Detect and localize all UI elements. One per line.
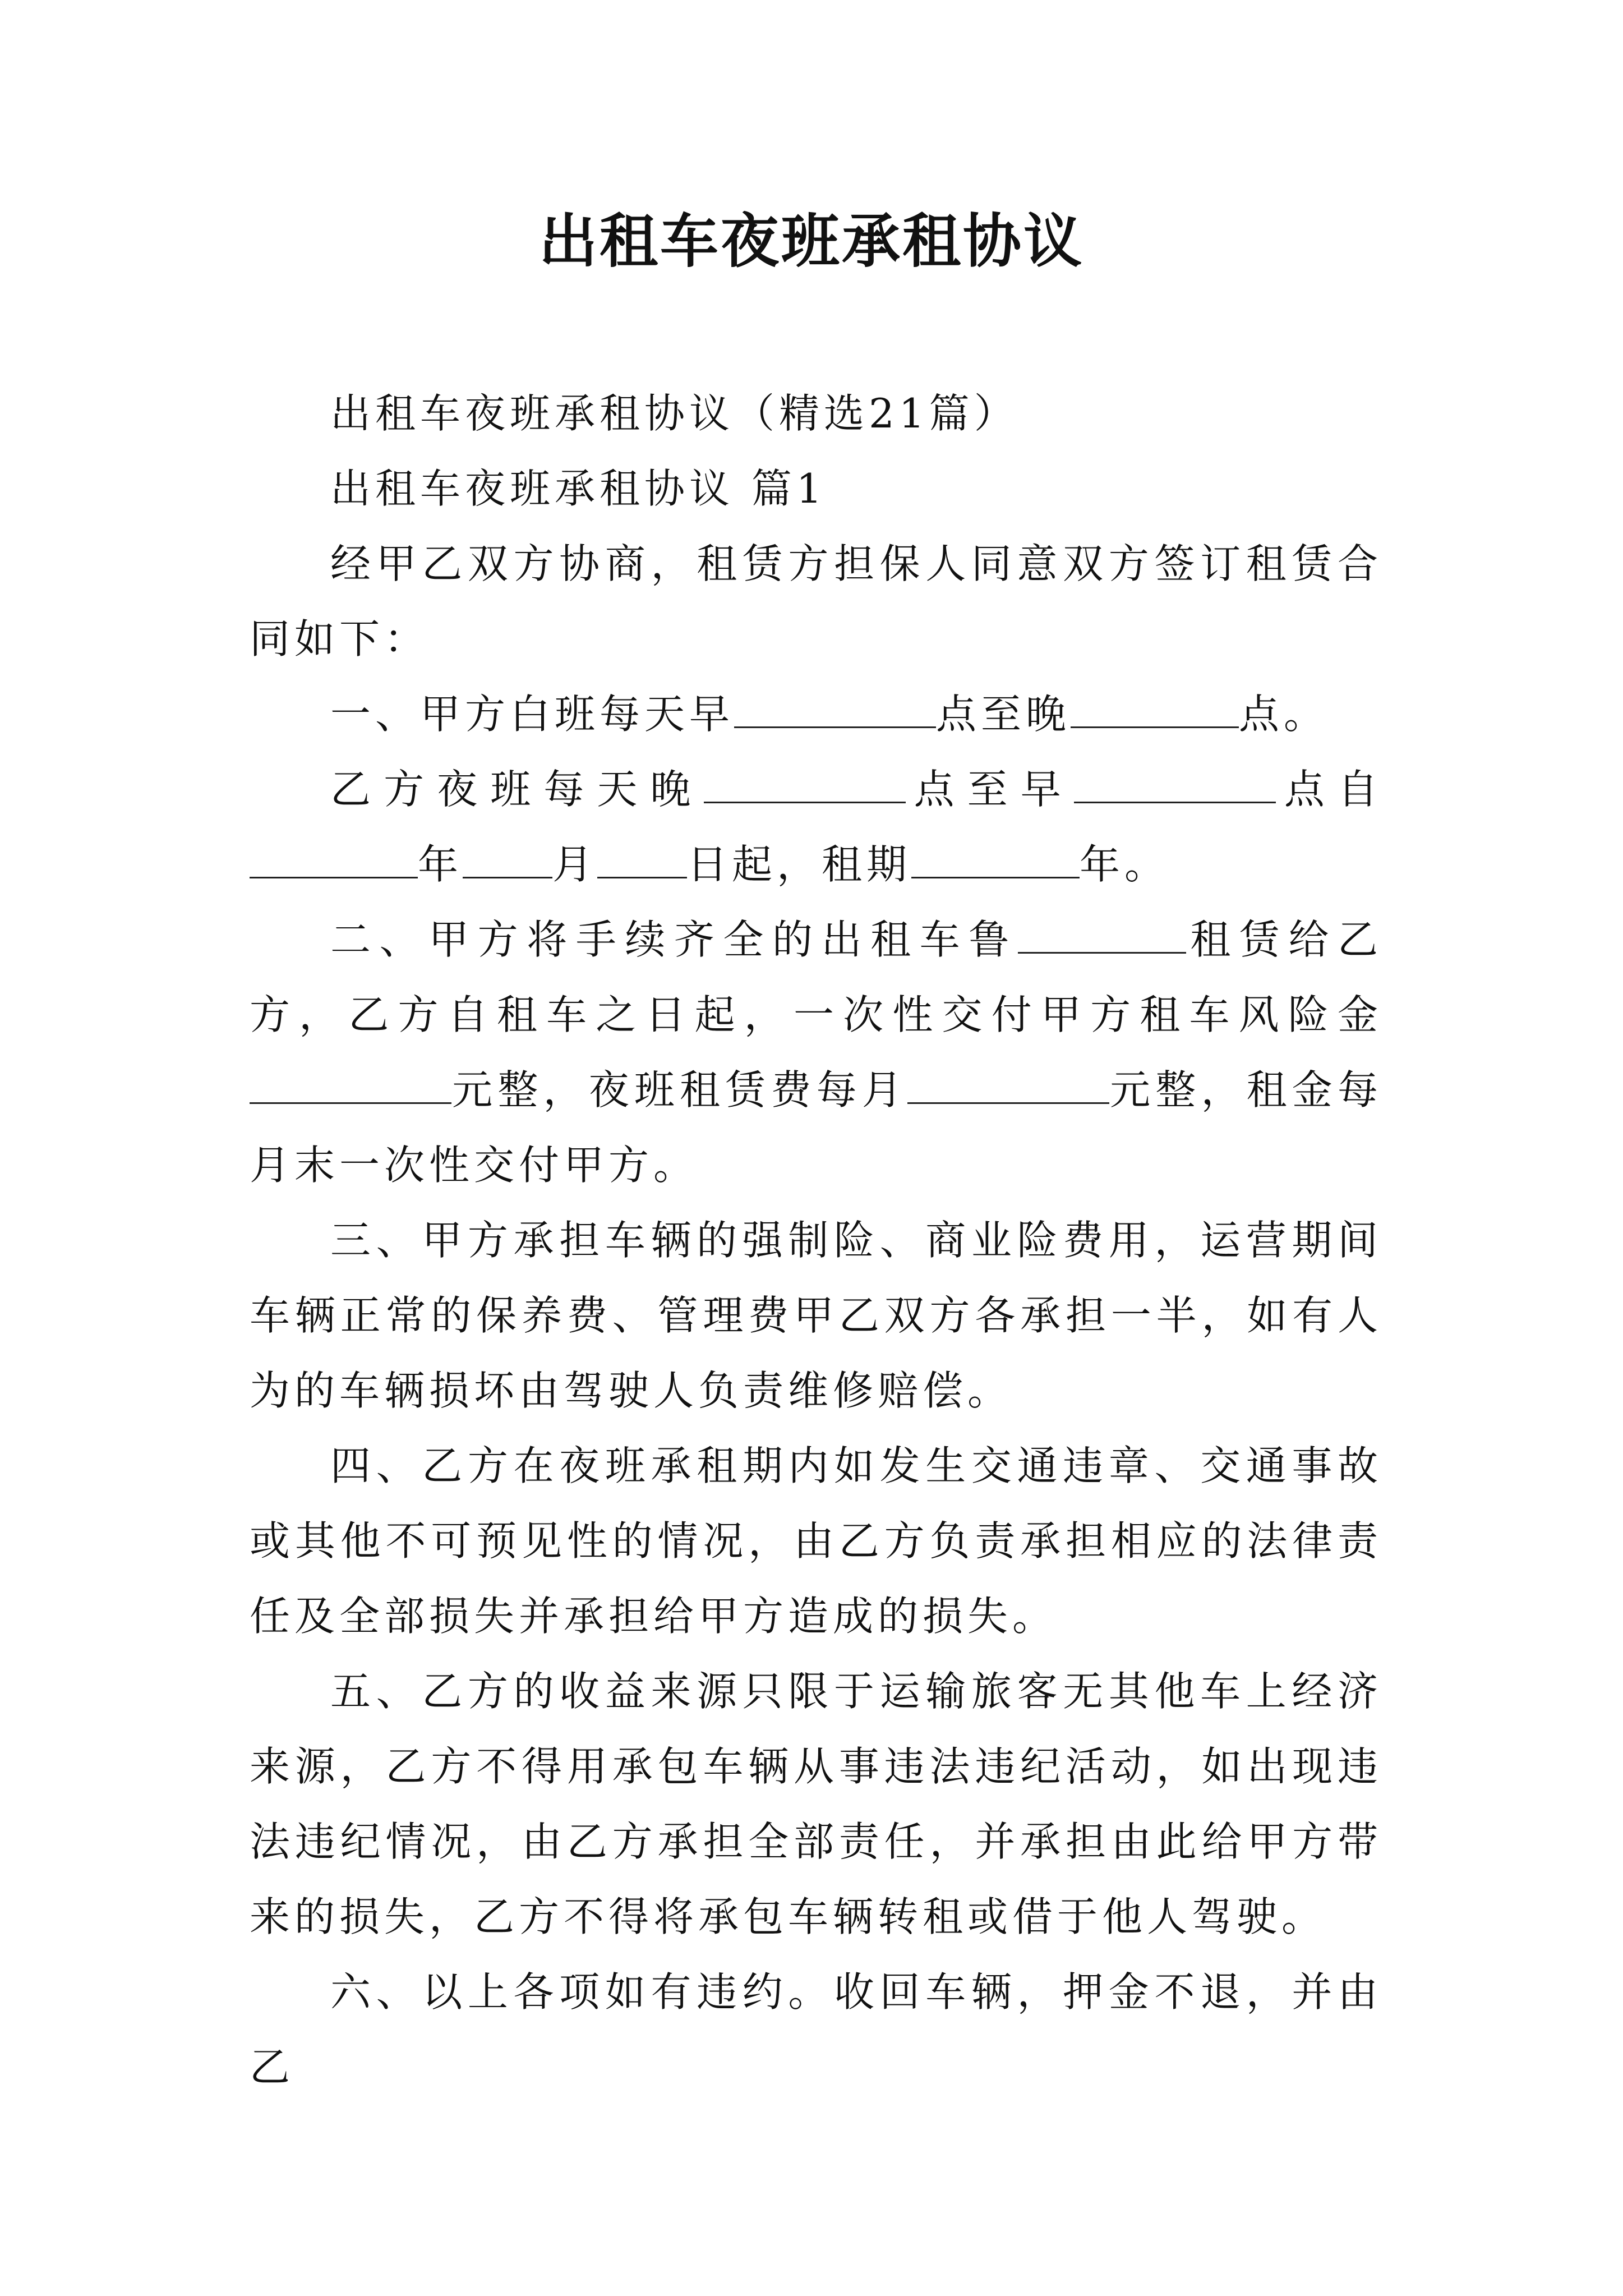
clause-text: 乙方夜班每天晚: [330, 766, 704, 813]
fill-blank: [597, 842, 687, 878]
paragraph-clause-1-day-shift: [250, 677, 1382, 752]
paragraph-clause-1-night-shift: [250, 752, 1382, 902]
fill-blank: [463, 842, 552, 878]
clause-text: 年: [418, 841, 463, 888]
subtitle: 出租车夜班承租协议（精选21篇）: [330, 390, 1019, 437]
clause-text: 一、甲方白班每天早: [330, 691, 735, 738]
clause-text: 二、甲方将手续齐全的出租车鲁: [330, 916, 1018, 963]
clause-text: 点至晚: [936, 691, 1071, 738]
paragraph-clause-2: [250, 902, 1382, 1203]
fill-blank: [1074, 767, 1276, 803]
clause-text: 元整，夜班租赁费每月: [451, 1066, 907, 1114]
fill-blank: [907, 1068, 1109, 1104]
fill-blank: [1071, 692, 1239, 728]
document-body: [250, 376, 1382, 2105]
clause-text: 元整，租金每月末一次性交付甲方。: [250, 1066, 1382, 1189]
clause-text: 月: [552, 841, 598, 888]
clause-text: 租赁给乙方，乙方自租车之日起，一次性交付甲方租车风险金: [250, 916, 1382, 1038]
clause-text: 日起，租期: [687, 841, 912, 888]
paragraph-clause-4: 四、乙方在夜班承租期内如发生交通违章、交通事故或其他不可预见性的情况，由乙方负责承担相应的法律责任及全部损失并承担给甲方造成的损失。: [250, 1442, 1382, 1640]
section-heading: 出租车夜班承租协议 篇1: [330, 465, 827, 512]
clause-text: 点至早: [905, 766, 1074, 813]
paragraph-intro: 经甲乙双方协商，租赁方担保人同意双方签订租赁合同如下：: [250, 540, 1382, 662]
fill-blank: [911, 842, 1080, 878]
fill-blank: [250, 1068, 451, 1104]
document-title: 出租车夜班承租协议: [538, 206, 1084, 275]
clause-text: 点。: [1239, 691, 1329, 738]
clause-text: 点自: [1275, 766, 1382, 813]
fill-blank: [250, 842, 418, 878]
paragraph-clause-5: 五、乙方的收益来源只限于运输旅客无其他车上经济来源，乙方不得用承包车辆从事违法违纪活动，如出现违法违纪情况，由乙方承担全部责任，并承担由此给甲方带来的损失，乙方不得将承包车辆转租或借于他人驾驶。: [250, 1668, 1382, 1940]
clause-text: 年。: [1080, 841, 1170, 888]
fill-blank: [1018, 917, 1186, 954]
paragraph-clause-3: 三、甲方承担车辆的强制险、商业险费用，运营期间车辆正常的保养费、管理费甲乙双方各承担一半，如有人为的车辆损坏由驾驶人负责维修赔偿。: [250, 1217, 1382, 1414]
paragraph-clause-6: 六、以上各项如有违约。收回车辆，押金不退，并由乙: [250, 1968, 1382, 2091]
fill-blank: [704, 767, 906, 803]
fill-blank: [734, 692, 936, 728]
